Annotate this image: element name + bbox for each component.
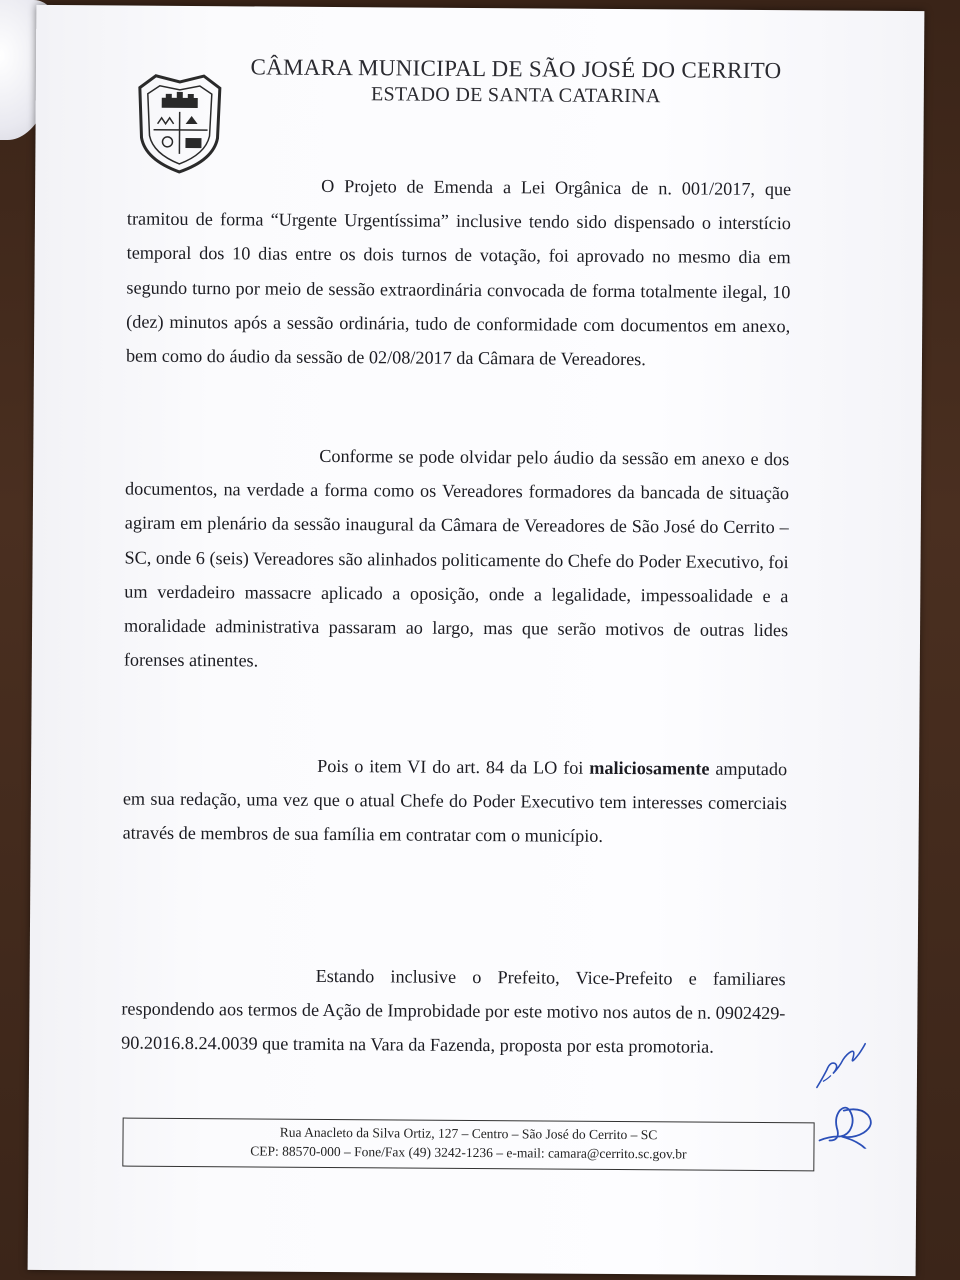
paragraph-3-end: amputado em sua redação, uma vez que o atual Chefe do Poder Executivo tem interesses comerciais através de membros de sua família em contratar com o município. xyxy=(122,758,788,847)
handwritten-initials xyxy=(809,1035,869,1095)
handwritten-signature xyxy=(813,1100,885,1149)
footer-contact: CEP: 88570-000 – Fone/Fax (49) 3242-1236 – e-mail: camara@cerrito.sc.gov.br xyxy=(250,1143,687,1162)
footer-box xyxy=(122,1118,814,1172)
institution-title: CÂMARA MUNICIPAL DE SÃO JOSÉ DO CERRITO xyxy=(250,54,782,84)
paragraph-4: Estando inclusive o Prefeito, Vice-Prefeito e familiares respondendo aos termos de Ação de Improbidade por este motivo nos autos de n. 0902429-90.2016.8.24.0039 que tramita na Vara da Fazenda, proposta por esta promotoria. xyxy=(121,965,786,1058)
paragraph-3 xyxy=(123,748,788,855)
state-subtitle: ESTADO DE SANTA CATARINA xyxy=(370,83,661,108)
document-page xyxy=(28,5,925,1276)
paragraph-2: Conforme se pode olvidar pelo áudio da sessão em anexo e dos documentos, na verdade a forma como os Vereadores formadores da bancada de situação agiram em plenário da sessão inaugural da Câmara de Vereadores de São José do Cerrito – SC, onde 6 (seis) Vereadores são alinhados politicamente do Chefe do Poder Executivo, foi um verdadeiro massacre aplicado a oposição, onde a legalidade, impessoalidade e a moralidade administrativa passaram ao largo, mas que serão motivos de outras lides forenses atinentes. xyxy=(123,445,790,671)
paragraph-1: O Projeto de Emenda a Lei Orgânica de n. 001/2017, que tramitou de forma “Urgente Urgentíssima” inclusive tendo sido dispensado o interstício temporal dos 10 dias entre os dois turnos de votação, foi aprovado no mesmo dia em segundo turno por meio de sessão extraordinária convocada de forma totalmente ilegal, 10 (dez) minutos após a sessão ordinária, tudo de conformidade com documentos em anexo, bem como do áudio da sessão de 02/08/2017 da Câmara de Vereadores. xyxy=(125,175,792,370)
paragraph-3-bold: maliciosamente xyxy=(589,757,710,779)
paragraph-3-start: Pois o item VI do art. 84 da LO foi xyxy=(317,755,590,778)
footer-address: Rua Anacleto da Silva Ortiz, 127 – Centro – São José do Cerrito – SC xyxy=(279,1124,658,1143)
